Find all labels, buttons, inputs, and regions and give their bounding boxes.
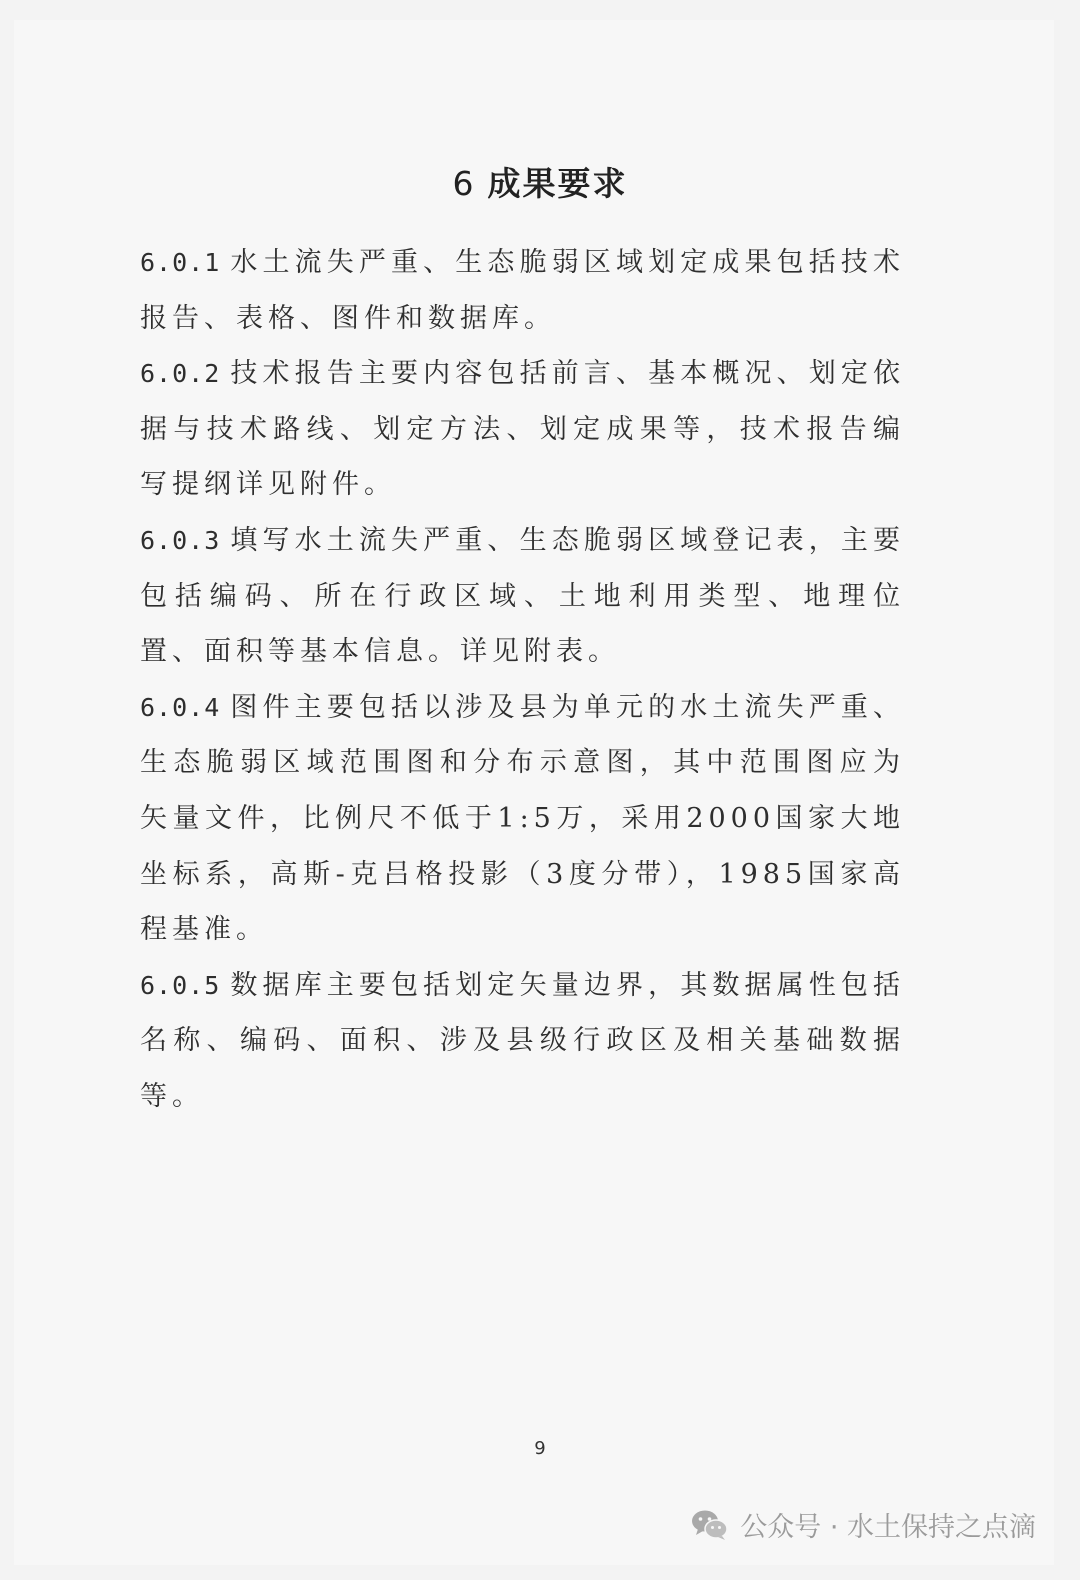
section-6-0-3 bbox=[140, 513, 905, 680]
watermark-text: 公众号 · 水土保持之点滴 bbox=[740, 1512, 1036, 1543]
section-number: 6.0.5 bbox=[140, 970, 221, 1000]
section-6-0-5 bbox=[140, 958, 905, 1125]
section-6-0-1 bbox=[140, 235, 905, 346]
section-text: 图件主要包括以涉及县为单元的水土流失严重、生态脆弱区域范围图和分布示意图，其中范围图应为矢量文件，比例尺不低于1:5万，采用2000国家大地坐标系，高斯-克吕格投影（3度分带），1985国家高程基准。 bbox=[140, 691, 905, 946]
section-text: 技术报告主要内容包括前言、基本概况、划定依据与技术路线、划定方法、划定成果等，技术报告编写提纲详见附件。 bbox=[140, 358, 905, 501]
chapter-number: 6 bbox=[452, 164, 476, 203]
chapter-title: 成果要求 bbox=[487, 164, 628, 203]
section-number: 6.0.1 bbox=[140, 248, 221, 277]
section-number: 6.0.3 bbox=[140, 525, 221, 555]
page-title bbox=[0, 158, 1080, 205]
watermark bbox=[690, 1505, 1036, 1544]
section-number: 6.0.4 bbox=[140, 692, 221, 722]
wechat-icon bbox=[690, 1508, 730, 1542]
document-body bbox=[140, 235, 905, 1125]
section-number: 6.0.2 bbox=[140, 359, 221, 389]
section-text: 数据库主要包括划定矢量边界，其数据属性包括名称、编码、面积、涉及县级行政区及相关基础数据等。 bbox=[140, 969, 905, 1112]
section-text: 水土流失严重、生态脆弱区域划定成果包括技术报告、表格、图件和数据库。 bbox=[140, 247, 905, 334]
page-number: 9 bbox=[534, 1438, 546, 1459]
section-text: 填写水土流失严重、生态脆弱区域登记表，主要包括编码、所在行政区域、土地利用类型、地理位置、面积等基本信息。详见附表。 bbox=[140, 524, 905, 668]
section-6-0-2 bbox=[140, 346, 905, 513]
section-6-0-4 bbox=[140, 680, 905, 958]
